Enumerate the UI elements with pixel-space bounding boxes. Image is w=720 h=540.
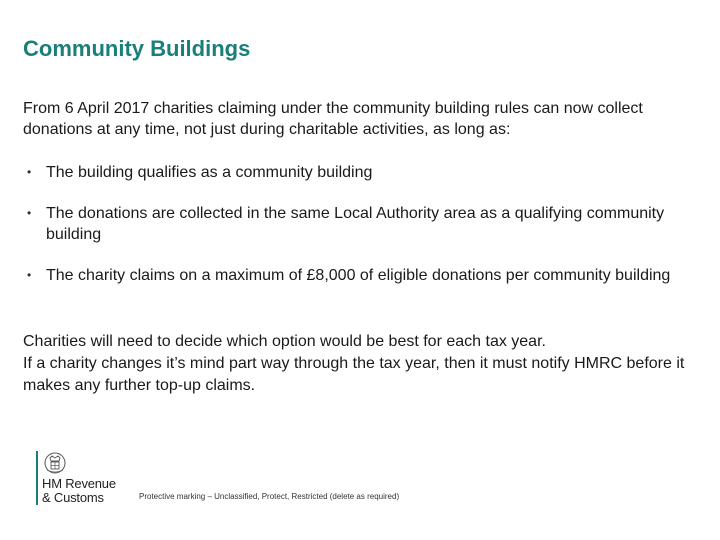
outro-line: Charities will need to decide which option would be best for each tax year. [23, 333, 546, 350]
bullet-icon: • [27, 206, 32, 220]
intro-paragraph: From 6 April 2017 charities claiming under the community building rules can now collect donations at any time, not just during charitable activities, as long as: [23, 100, 643, 138]
bullet-icon: • [27, 165, 32, 179]
bullet-icon: • [27, 268, 32, 282]
logo-line-2: & Customs [42, 490, 104, 505]
outro-line: If a charity changes it’s mind part way through the tax year, then it must notify HMRC before it makes any further top-up claims. [23, 355, 685, 394]
outro-paragraph [23, 331, 703, 397]
bullet-item [23, 265, 703, 286]
royal-crest-icon [42, 451, 68, 475]
logo-line-1: HM Revenue [42, 476, 116, 491]
logo-text [42, 477, 116, 505]
bullet-list [23, 162, 703, 306]
logo-content [42, 451, 116, 505]
protective-marking: Protective marking – Unclassified, Protect, Restricted (delete as required) [139, 492, 400, 501]
bullet-text: The donations are collected in the same Local Authority area as a qualifying community building [46, 205, 665, 243]
hmrc-logo [36, 451, 116, 505]
bullet-text: The building qualifies as a community building [46, 164, 373, 181]
slide-title: Community Buildings [23, 36, 251, 61]
bullet-text: The charity claims on a maximum of £8,000 of eligible donations per community building [46, 267, 671, 284]
bullet-item [23, 203, 703, 245]
logo-accent-bar [36, 451, 38, 505]
bullet-item [23, 162, 703, 183]
